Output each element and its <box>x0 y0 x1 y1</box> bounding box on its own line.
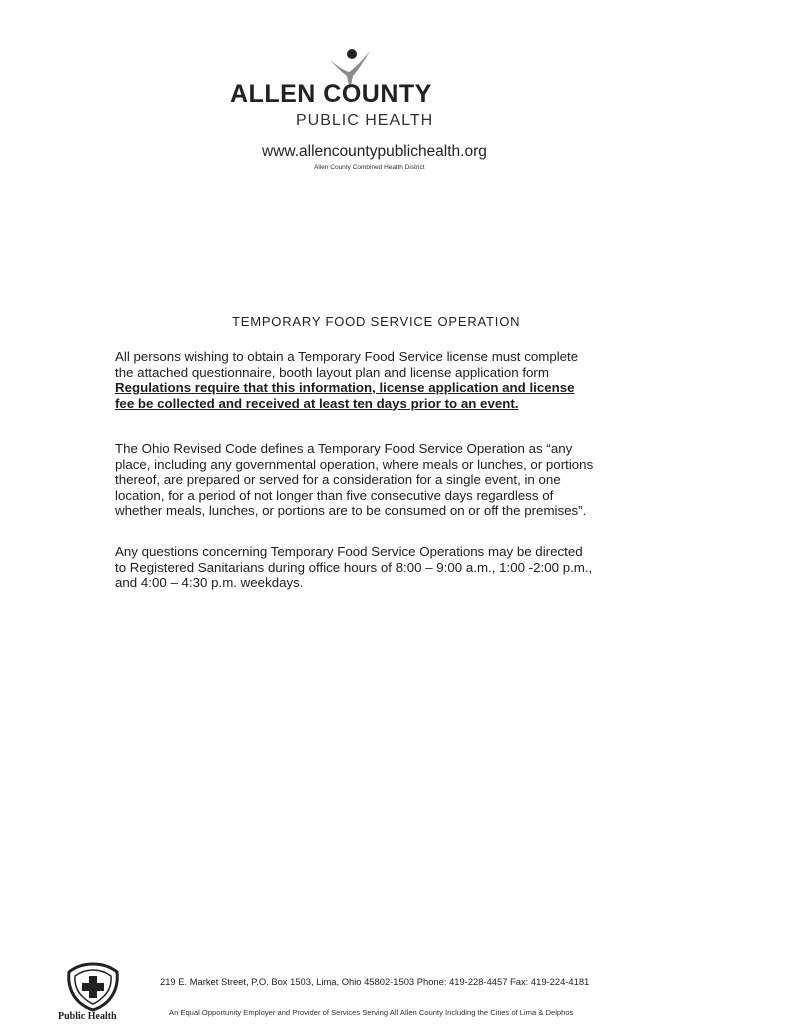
document-title: TEMPORARY FOOD SERVICE OPERATION <box>232 314 521 329</box>
text-line: place, including any governmental operation, where meals or lunches, or portions <box>115 456 594 472</box>
text-line: whether meals, lunches, or portions are to be consumed on or off the premises”. <box>115 503 587 518</box>
text-line: Any questions concerning Temporary Food Service Operations may be directed <box>115 544 583 559</box>
text-line: The Ohio Revised Code defines a Temporary Food Service Operation as “any <box>115 441 573 456</box>
footer-equal-opportunity: An Equal Opportunity Employer and Provider of Services Serving All Allen County Including the Cities of Lima & Delphos <box>169 1008 574 1017</box>
paragraph-definition <box>115 441 675 519</box>
footer-logo-text: Public Health <box>58 1011 117 1022</box>
paragraph-contact-hours <box>115 544 675 591</box>
emphasized-requirement-line: Regulations require that this information, license application and license <box>115 380 575 395</box>
text-line: the attached questionnaire, booth layout plan and license application form <box>115 364 549 380</box>
org-name: ALLEN COUNTY <box>230 80 432 108</box>
text-line: All persons wishing to obtain a Temporary Food Service license must complete <box>115 349 579 364</box>
text-line: location, for a period of not longer than five consecutive days regardless of <box>115 487 554 503</box>
text-line: thereof, are prepared or served for a consideration for a single event, in one <box>115 472 561 487</box>
org-website: www.allencountypublichealth.org <box>262 143 487 160</box>
text-line: and 4:00 – 4:30 p.m. weekdays. <box>115 575 304 590</box>
paragraph-license-requirement <box>115 349 675 411</box>
org-subtitle: PUBLIC HEALTH <box>296 112 434 129</box>
emphasized-requirement-line: fee be collected and received at least ten days prior to an event. <box>115 395 519 411</box>
org-district: Allen County Combined Health District <box>314 164 425 171</box>
text-line: to Registered Sanitarians during office hours of 8:00 – 9:00 a.m., 1:00 -2:00 p.m., <box>115 559 593 575</box>
footer-address: 219 E. Market Street, P.O. Box 1503, Lima, Ohio 45802-1503 Phone: 419-228-4457 Fax: 419-224-4181 <box>160 976 590 987</box>
